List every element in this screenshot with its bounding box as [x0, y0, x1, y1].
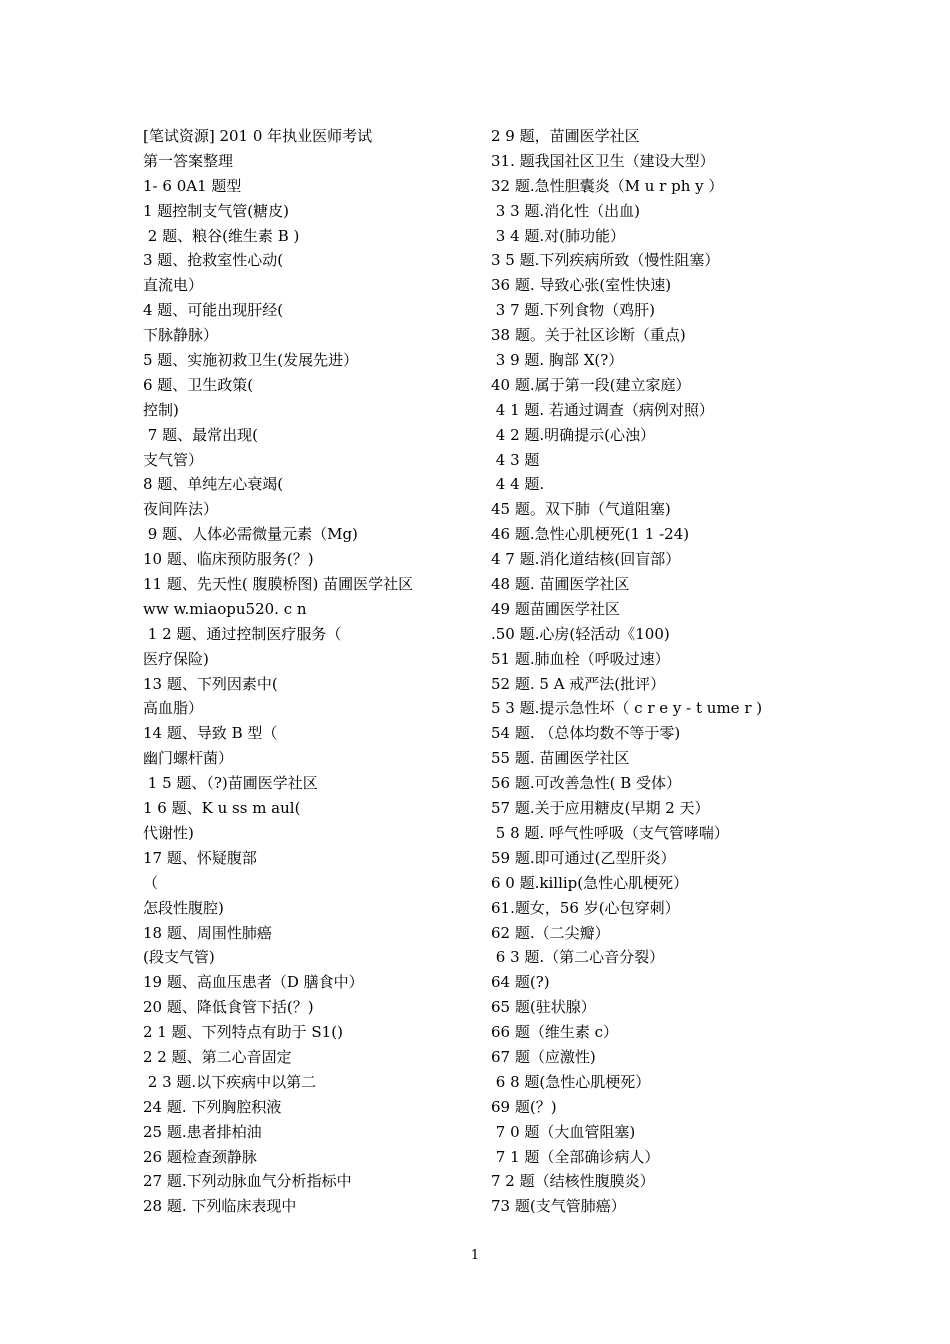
text-line: 2 9 题，苗圃医学社区	[491, 127, 640, 145]
text-line: 医疗保险)	[143, 649, 209, 668]
text-line: 9 题、人体必需微量元素（Mg)	[143, 525, 358, 544]
text-line: 夜间阵法）	[143, 500, 219, 519]
text-line: 20 题、降低食管下括(？)	[143, 998, 314, 1017]
text-line: 40 题.属于第一段(建立家庭）	[491, 375, 691, 394]
text-line: 4 3 题	[491, 450, 540, 469]
text-line: 3 5 题.下列疾病所致（慢性阻塞）	[491, 251, 720, 270]
text-line: 28 题. 下列临床表现中	[143, 1197, 297, 1216]
text-line: 52 题. 5 A 戒严法(批评）	[491, 674, 666, 693]
text-line: 6 3 题.（第二心音分裂）	[491, 948, 665, 967]
text-line: 4 7 题.消化道结核(回盲部）	[491, 550, 681, 569]
text-line: 18 题、周围性肺癌	[143, 923, 272, 942]
text-line: 13 题、下列因素中(	[143, 674, 278, 693]
text-line: 54 题. （总体均数不等于零)	[491, 724, 681, 743]
text-line: 怎段性腹腔)	[143, 898, 224, 917]
text-line: 5 3 题.提示急性坏（ c r e y - t ume r )	[491, 699, 763, 718]
text-line: 51 题.肺血栓（呼吸过速）	[491, 649, 670, 668]
text-line: 7 2 题（结核性腹膜炎）	[491, 1172, 655, 1191]
text-line: 7 题、最常出现(	[143, 425, 258, 444]
text-line: 14 题、导致 B 型（	[143, 724, 278, 743]
text-line: 31. 题我国社区卫生（建设大型）	[491, 151, 715, 170]
text-line: 27 题.下列动脉血气分析指标中	[143, 1172, 352, 1191]
text-line: 2 2 题、第二心音固定	[143, 1047, 292, 1066]
text-line: 3 4 题.对(肺功能）	[491, 226, 626, 245]
right-column	[491, 124, 801, 1219]
text-line: 65 题(驻状腺）	[491, 998, 596, 1017]
text-line: 5 题、实施初救卫生(发展先进）	[143, 351, 359, 370]
text-line: 45 题。双下肺（气道阻塞)	[491, 500, 671, 519]
text-line: 7 0 题（大血管阻塞)	[491, 1122, 636, 1141]
text-line: 10 题、临床预防服务(？)	[143, 550, 314, 569]
text-line: ww w.miaopu520. c n	[143, 599, 307, 618]
text-line: 5 8 题. 呼气性呼吸（支气管哮喘）	[491, 823, 729, 842]
text-line: 56 题.可改善急性( B 受体）	[491, 774, 682, 793]
text-line: 直流电）	[143, 276, 204, 295]
text-line: 1- 6 0A1 题型	[143, 176, 242, 195]
text-line: 1 5 题、（?)苗圃医学社区	[143, 774, 318, 793]
text-line: 幽门螺杆菌）	[143, 749, 234, 768]
text-line: 1 2 题、通过控制医疗服务（	[143, 624, 342, 643]
text-line: 6 0 题.killip(急性心肌梗死）	[491, 873, 689, 892]
text-line: 支气管）	[143, 450, 204, 469]
text-line: 19 题、高血压患者（D 膳食中）	[143, 973, 364, 992]
text-line: 4 1 题. 若通过调查（病例对照）	[491, 400, 714, 419]
text-line: 3 7 题.下列食物（鸡肝)	[491, 301, 656, 320]
text-line: 4 题、可能出现肝经(	[143, 301, 284, 320]
text-line: 6 题、卫生政策(	[143, 375, 254, 394]
text-line: 4 4 题.	[491, 475, 545, 494]
text-line: 67 题（应激性)	[491, 1047, 596, 1066]
text-line: 下脉静脉）	[143, 326, 219, 345]
page-number: 1	[470, 1248, 480, 1263]
text-line: 第一答案整理	[143, 151, 234, 170]
text-line: 代谢性)	[143, 823, 194, 842]
text-line: 3 题、抢救室性心动(	[143, 251, 284, 270]
text-line: 2 1 题、下列特点有助于 S1()	[143, 1023, 343, 1042]
text-line: 3 9 题. 胸部 X(?）	[491, 351, 624, 370]
text-line: 55 题. 苗圃医学社区	[491, 749, 630, 768]
text-line: 1 题控制支气管(糖皮)	[143, 201, 290, 220]
text-line: (段支气管)	[143, 948, 215, 967]
text-line: 69 题(？)	[491, 1097, 557, 1116]
text-line: 2 3 题.以下疾病中以第二	[143, 1072, 317, 1091]
text-line: 36 题. 导致心张(室性快速)	[491, 276, 672, 295]
text-line: 38 题。关于社区诊断（重点)	[491, 326, 686, 345]
text-line: 49 题苗圃医学社区	[491, 599, 620, 618]
text-line: 64 题(?)	[491, 973, 550, 992]
text-line: 26 题检查颈静脉	[143, 1147, 257, 1166]
text-line: 61.题女，56 岁(心包穿刺）	[491, 898, 680, 917]
text-line: 24 题. 下列胸腔积液	[143, 1097, 282, 1116]
text-line: 2 题、粮谷(维生素 B )	[143, 226, 300, 245]
text-line: 17 题、怀疑腹部	[143, 848, 257, 867]
text-line: 73 题(支气管肺癌）	[491, 1197, 626, 1216]
left-column	[143, 124, 473, 1219]
text-line: 62 题.（二尖瓣）	[491, 923, 610, 942]
text-line: 7 1 题（全部确诊病人）	[491, 1147, 660, 1166]
text-line: 32 题.急性胆囊炎（M u r ph y ）	[491, 176, 724, 195]
text-line: 25 题.患者排柏油	[143, 1122, 262, 1141]
text-line: 3 3 题.消化性（出血)	[491, 201, 641, 220]
text-line: 57 题.关于应用糖皮(早期 2 天）	[491, 799, 710, 818]
text-line: 59 题.即可通过(乙型肝炎）	[491, 848, 676, 867]
text-line: 46 题.急性心肌梗死(1 1 -24)	[491, 525, 690, 544]
text-line: [笔试资源] 201 0 年执业医师考试	[143, 127, 373, 145]
text-line: 1 6 题、K u ss m aul(	[143, 799, 301, 818]
text-line: （	[143, 873, 159, 892]
text-line: 11 题、先天性( 腹膜桥图) 苗圃医学社区	[143, 575, 414, 594]
text-line: 8 题、单纯左心衰竭(	[143, 475, 284, 494]
text-line: 高血脂）	[143, 699, 204, 718]
text-line: 控制)	[143, 400, 179, 419]
text-line: 66 题（维生素 c）	[491, 1023, 619, 1042]
text-line: 6 8 题(急性心肌梗死）	[491, 1072, 651, 1091]
text-line: .50 题.心房(轻活动《100)	[491, 624, 670, 643]
text-line: 48 题. 苗圃医学社区	[491, 575, 630, 594]
text-line: 4 2 题.明确提示(心浊）	[491, 425, 656, 444]
